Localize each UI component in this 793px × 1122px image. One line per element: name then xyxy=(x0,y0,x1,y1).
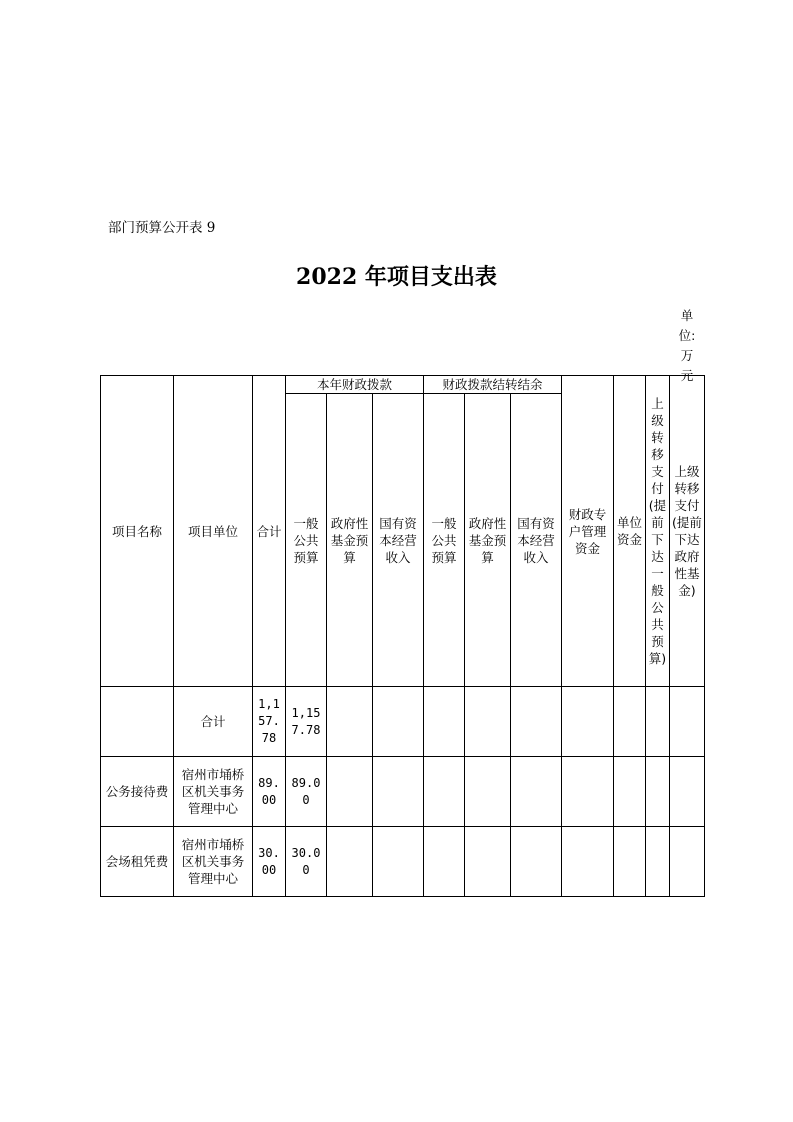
cell-general-budget: 30.00 xyxy=(286,827,327,897)
cell-empty xyxy=(511,757,562,827)
header-general-budget: 一般公共预算 xyxy=(286,394,327,687)
cell-empty xyxy=(646,757,670,827)
unit-note: 单位:万元 xyxy=(678,308,696,383)
header-group-current-year: 本年财政拨款 xyxy=(286,376,424,394)
cell-empty xyxy=(614,757,646,827)
cell-empty xyxy=(670,827,705,897)
cell-empty xyxy=(562,757,614,827)
cell-project-unit: 宿州市埇桥区机关事务管理中心 xyxy=(174,757,253,827)
cell-project-name: 公务接待费 xyxy=(101,757,174,827)
header-unit-fund: 单位资金 xyxy=(614,376,646,687)
cell-empty xyxy=(327,827,373,897)
table-row xyxy=(101,687,705,757)
cell-empty xyxy=(614,827,646,897)
header-carry-general-budget: 一般公共预算 xyxy=(424,394,465,687)
cell-general-budget: 1,157.78 xyxy=(286,687,327,757)
header-project-name: 项目名称 xyxy=(101,376,174,687)
table-row xyxy=(101,827,705,897)
cell-general-budget: 89.00 xyxy=(286,757,327,827)
cell-empty xyxy=(614,687,646,757)
header-gov-fund: 政府性基金预算 xyxy=(327,394,373,687)
cell-empty xyxy=(424,757,465,827)
cell-empty xyxy=(373,687,424,757)
cell-project-name xyxy=(101,687,174,757)
header-carry-gov-fund: 政府性基金预算 xyxy=(465,394,511,687)
table-row xyxy=(101,757,705,827)
header-special-fund: 财政专户管理资金 xyxy=(562,376,614,687)
header-state-capital: 国有资本经营收入 xyxy=(373,394,424,687)
cell-empty xyxy=(511,687,562,757)
cell-empty xyxy=(670,687,705,757)
cell-empty xyxy=(465,827,511,897)
cell-project-unit: 宿州市埇桥区机关事务管理中心 xyxy=(174,827,253,897)
project-expenditure-table xyxy=(100,375,705,897)
cell-empty xyxy=(562,687,614,757)
header-transfer-gov-fund: 上级转移支付(提前下达政府性基金) xyxy=(670,376,705,687)
header-total: 合计 xyxy=(253,376,286,687)
cell-project-unit: 合计 xyxy=(174,687,253,757)
cell-empty xyxy=(646,687,670,757)
cell-empty xyxy=(670,757,705,827)
cell-empty xyxy=(424,827,465,897)
cell-empty xyxy=(327,687,373,757)
cell-empty xyxy=(511,827,562,897)
header-carry-state-capital: 国有资本经营收入 xyxy=(511,394,562,687)
document-label: 部门预算公开表 9 xyxy=(108,220,216,236)
cell-total: 89.00 xyxy=(253,757,286,827)
cell-empty xyxy=(424,687,465,757)
cell-empty xyxy=(562,827,614,897)
cell-project-name: 会场租凭费 xyxy=(101,827,174,897)
cell-empty xyxy=(327,757,373,827)
cell-total: 30.00 xyxy=(253,827,286,897)
header-project-unit: 项目单位 xyxy=(174,376,253,687)
header-group-carryover: 财政拨款结转结余 xyxy=(424,376,562,394)
cell-empty xyxy=(465,757,511,827)
header-transfer-general: 上级转移支付(提前下达一般公共预算) xyxy=(646,376,670,687)
page-title: 2022 年项目支出表 xyxy=(296,264,497,290)
cell-empty xyxy=(373,757,424,827)
cell-total: 1,157.78 xyxy=(253,687,286,757)
cell-empty xyxy=(373,827,424,897)
cell-empty xyxy=(646,827,670,897)
cell-empty xyxy=(465,687,511,757)
header-row-top xyxy=(101,376,705,394)
